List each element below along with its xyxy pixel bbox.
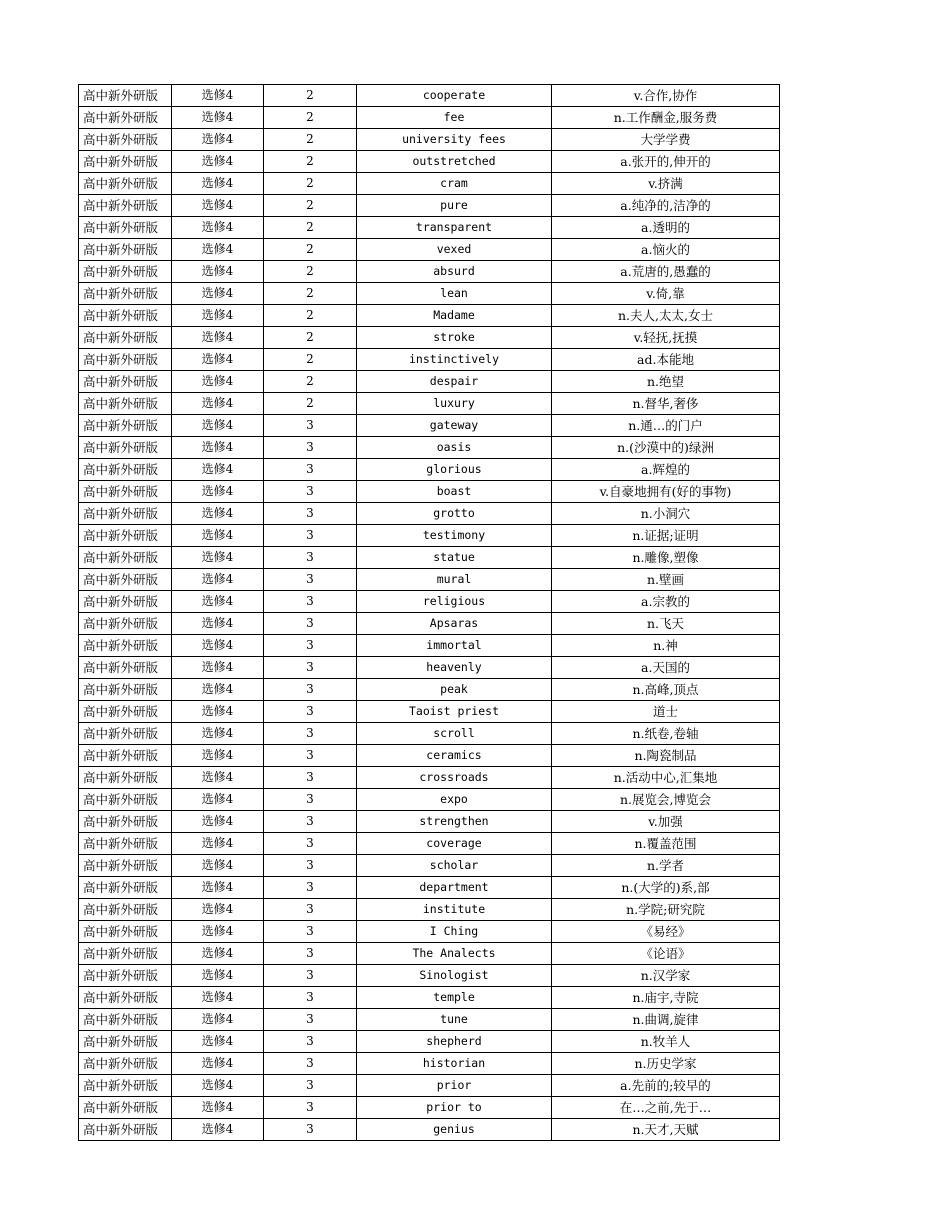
table-row [79,833,780,855]
unit-cell: 2 [264,327,357,349]
table-row [79,877,780,899]
table-row [79,789,780,811]
word-cell: temple [357,987,552,1009]
unit-cell: 3 [264,1097,357,1119]
word-cell: absurd [357,261,552,283]
meaning-cell: n.学者 [552,855,780,877]
meaning-cell: ad.本能地 [552,349,780,371]
volume-cell: 选修4 [172,899,264,921]
table-row [79,173,780,195]
unit-cell: 3 [264,855,357,877]
unit-cell: 3 [264,965,357,987]
edition-cell: 高中新外研版 [79,1009,172,1031]
unit-cell: 2 [264,305,357,327]
table-row [79,327,780,349]
unit-cell: 2 [264,195,357,217]
meaning-cell: v.合作,协作 [552,85,780,107]
unit-cell: 2 [264,371,357,393]
table-row [79,899,780,921]
volume-cell: 选修4 [172,503,264,525]
unit-cell: 3 [264,987,357,1009]
unit-cell: 3 [264,657,357,679]
word-cell: testimony [357,525,552,547]
edition-cell: 高中新外研版 [79,1031,172,1053]
unit-cell: 3 [264,1119,357,1141]
meaning-cell: n.历史学家 [552,1053,780,1075]
meaning-cell: a.纯净的,洁净的 [552,195,780,217]
meaning-cell: a.透明的 [552,217,780,239]
edition-cell: 高中新外研版 [79,679,172,701]
meaning-cell: v.加强 [552,811,780,833]
volume-cell: 选修4 [172,569,264,591]
volume-cell: 选修4 [172,877,264,899]
table-row [79,129,780,151]
volume-cell: 选修4 [172,855,264,877]
edition-cell: 高中新外研版 [79,239,172,261]
unit-cell: 2 [264,239,357,261]
unit-cell: 3 [264,899,357,921]
edition-cell: 高中新外研版 [79,481,172,503]
edition-cell: 高中新外研版 [79,503,172,525]
edition-cell: 高中新外研版 [79,855,172,877]
unit-cell: 3 [264,701,357,723]
table-row [79,195,780,217]
meaning-cell: n.绝望 [552,371,780,393]
volume-cell: 选修4 [172,85,264,107]
table-row [79,239,780,261]
volume-cell: 选修4 [172,1075,264,1097]
table-row [79,85,780,107]
edition-cell: 高中新外研版 [79,547,172,569]
table-row [79,965,780,987]
table-row [79,613,780,635]
meaning-cell: n.督华,奢侈 [552,393,780,415]
word-cell: The Analects [357,943,552,965]
word-cell: ceramics [357,745,552,767]
edition-cell: 高中新外研版 [79,437,172,459]
table-row [79,107,780,129]
volume-cell: 选修4 [172,459,264,481]
volume-cell: 选修4 [172,217,264,239]
volume-cell: 选修4 [172,173,264,195]
unit-cell: 3 [264,723,357,745]
word-cell: religious [357,591,552,613]
volume-cell: 选修4 [172,239,264,261]
edition-cell: 高中新外研版 [79,899,172,921]
table-row [79,745,780,767]
word-cell: prior [357,1075,552,1097]
unit-cell: 2 [264,85,357,107]
word-cell: oasis [357,437,552,459]
table-row [79,987,780,1009]
unit-cell: 2 [264,107,357,129]
meaning-cell: n.汉学家 [552,965,780,987]
table-row [79,1053,780,1075]
word-cell: university fees [357,129,552,151]
meaning-cell: a.张开的,伸开的 [552,151,780,173]
word-cell: Taoist priest [357,701,552,723]
edition-cell: 高中新外研版 [79,613,172,635]
unit-cell: 3 [264,1031,357,1053]
meaning-cell: a.辉煌的 [552,459,780,481]
word-cell: stroke [357,327,552,349]
table-row [79,921,780,943]
table-row [79,701,780,723]
volume-cell: 选修4 [172,679,264,701]
volume-cell: 选修4 [172,393,264,415]
table-row [79,855,780,877]
edition-cell: 高中新外研版 [79,921,172,943]
meaning-cell: n.高峰,顶点 [552,679,780,701]
unit-cell: 3 [264,591,357,613]
word-cell: cooperate [357,85,552,107]
word-cell: scroll [357,723,552,745]
word-cell: instinctively [357,349,552,371]
unit-cell: 2 [264,283,357,305]
edition-cell: 高中新外研版 [79,107,172,129]
table-row [79,481,780,503]
edition-cell: 高中新外研版 [79,877,172,899]
meaning-cell: n.工作酬金,服务费 [552,107,780,129]
volume-cell: 选修4 [172,789,264,811]
meaning-cell: n.雕像,塑像 [552,547,780,569]
edition-cell: 高中新外研版 [79,635,172,657]
word-cell: immortal [357,635,552,657]
volume-cell: 选修4 [172,1097,264,1119]
edition-cell: 高中新外研版 [79,393,172,415]
word-cell: coverage [357,833,552,855]
table-row [79,305,780,327]
volume-cell: 选修4 [172,261,264,283]
word-cell: tune [357,1009,552,1031]
table-row [79,547,780,569]
unit-cell: 3 [264,745,357,767]
edition-cell: 高中新外研版 [79,173,172,195]
volume-cell: 选修4 [172,943,264,965]
meaning-cell: a.先前的;较早的 [552,1075,780,1097]
meaning-cell: v.自豪地拥有(好的事物) [552,481,780,503]
volume-cell: 选修4 [172,613,264,635]
unit-cell: 3 [264,767,357,789]
table-row [79,1097,780,1119]
meaning-cell: n.(大学的)系,部 [552,877,780,899]
word-cell: Madame [357,305,552,327]
edition-cell: 高中新外研版 [79,261,172,283]
unit-cell: 2 [264,151,357,173]
word-cell: lean [357,283,552,305]
edition-cell: 高中新外研版 [79,305,172,327]
volume-cell: 选修4 [172,547,264,569]
edition-cell: 高中新外研版 [79,525,172,547]
word-cell: grotto [357,503,552,525]
meaning-cell: n.小洞穴 [552,503,780,525]
edition-cell: 高中新外研版 [79,591,172,613]
table-row [79,371,780,393]
word-cell: shepherd [357,1031,552,1053]
word-cell: strengthen [357,811,552,833]
edition-cell: 高中新外研版 [79,723,172,745]
volume-cell: 选修4 [172,1119,264,1141]
volume-cell: 选修4 [172,151,264,173]
unit-cell: 3 [264,525,357,547]
word-cell: despair [357,371,552,393]
table-row [79,591,780,613]
word-cell: transparent [357,217,552,239]
unit-cell: 3 [264,877,357,899]
unit-cell: 2 [264,173,357,195]
unit-cell: 3 [264,481,357,503]
edition-cell: 高中新外研版 [79,965,172,987]
table-row [79,217,780,239]
table-row [79,723,780,745]
unit-cell: 3 [264,921,357,943]
meaning-cell: n.展览会,博览会 [552,789,780,811]
meaning-cell: 《论语》 [552,943,780,965]
unit-cell: 3 [264,1075,357,1097]
edition-cell: 高中新外研版 [79,283,172,305]
table-row [79,767,780,789]
volume-cell: 选修4 [172,1031,264,1053]
meaning-cell: n.飞天 [552,613,780,635]
meaning-cell: n.牧羊人 [552,1031,780,1053]
word-cell: scholar [357,855,552,877]
volume-cell: 选修4 [172,305,264,327]
unit-cell: 3 [264,415,357,437]
table-row [79,1009,780,1031]
volume-cell: 选修4 [172,635,264,657]
word-cell: heavenly [357,657,552,679]
meaning-cell: a.天国的 [552,657,780,679]
unit-cell: 3 [264,789,357,811]
volume-cell: 选修4 [172,415,264,437]
edition-cell: 高中新外研版 [79,371,172,393]
meaning-cell: a.宗教的 [552,591,780,613]
unit-cell: 2 [264,129,357,151]
unit-cell: 3 [264,943,357,965]
edition-cell: 高中新外研版 [79,987,172,1009]
meaning-cell: 在…之前,先于… [552,1097,780,1119]
edition-cell: 高中新外研版 [79,767,172,789]
vocabulary-table-body [79,85,780,1141]
volume-cell: 选修4 [172,327,264,349]
meaning-cell: n.夫人,太太,女士 [552,305,780,327]
unit-cell: 2 [264,217,357,239]
table-row [79,503,780,525]
meaning-cell: n.(沙漠中的)绿洲 [552,437,780,459]
table-row [79,657,780,679]
meaning-cell: v.轻抚,抚摸 [552,327,780,349]
volume-cell: 选修4 [172,723,264,745]
unit-cell: 3 [264,679,357,701]
meaning-cell: n.曲调,旋律 [552,1009,780,1031]
edition-cell: 高中新外研版 [79,811,172,833]
edition-cell: 高中新外研版 [79,569,172,591]
edition-cell: 高中新外研版 [79,1119,172,1141]
unit-cell: 3 [264,635,357,657]
table-row [79,151,780,173]
meaning-cell: 道士 [552,701,780,723]
unit-cell: 3 [264,503,357,525]
meaning-cell: n.学院;研究院 [552,899,780,921]
volume-cell: 选修4 [172,965,264,987]
word-cell: crossroads [357,767,552,789]
meaning-cell: n.庙宇,寺院 [552,987,780,1009]
meaning-cell: 大学学费 [552,129,780,151]
meaning-cell: a.恼火的 [552,239,780,261]
volume-cell: 选修4 [172,349,264,371]
word-cell: fee [357,107,552,129]
edition-cell: 高中新外研版 [79,151,172,173]
table-row [79,1031,780,1053]
vocabulary-table [78,84,780,1141]
volume-cell: 选修4 [172,1053,264,1075]
volume-cell: 选修4 [172,987,264,1009]
edition-cell: 高中新外研版 [79,129,172,151]
unit-cell: 3 [264,437,357,459]
word-cell: institute [357,899,552,921]
word-cell: genius [357,1119,552,1141]
volume-cell: 选修4 [172,195,264,217]
word-cell: luxury [357,393,552,415]
word-cell: statue [357,547,552,569]
meaning-cell: 《易经》 [552,921,780,943]
meaning-cell: n.天才,天赋 [552,1119,780,1141]
edition-cell: 高中新外研版 [79,415,172,437]
edition-cell: 高中新外研版 [79,789,172,811]
unit-cell: 2 [264,393,357,415]
volume-cell: 选修4 [172,591,264,613]
table-row [79,569,780,591]
word-cell: prior to [357,1097,552,1119]
volume-cell: 选修4 [172,767,264,789]
unit-cell: 3 [264,1053,357,1075]
volume-cell: 选修4 [172,701,264,723]
table-row [79,283,780,305]
meaning-cell: n.壁画 [552,569,780,591]
meaning-cell: n.陶瓷制品 [552,745,780,767]
table-row [79,635,780,657]
word-cell: cram [357,173,552,195]
unit-cell: 3 [264,569,357,591]
volume-cell: 选修4 [172,657,264,679]
edition-cell: 高中新外研版 [79,1075,172,1097]
meaning-cell: n.活动中心,汇集地 [552,767,780,789]
unit-cell: 3 [264,547,357,569]
word-cell: gateway [357,415,552,437]
edition-cell: 高中新外研版 [79,195,172,217]
edition-cell: 高中新外研版 [79,833,172,855]
word-cell: Apsaras [357,613,552,635]
table-row [79,811,780,833]
meaning-cell: v.倚,靠 [552,283,780,305]
table-row [79,679,780,701]
meaning-cell: n.纸卷,卷轴 [552,723,780,745]
word-cell: outstretched [357,151,552,173]
word-cell: historian [357,1053,552,1075]
volume-cell: 选修4 [172,921,264,943]
word-cell: boast [357,481,552,503]
word-cell: peak [357,679,552,701]
word-cell: glorious [357,459,552,481]
volume-cell: 选修4 [172,525,264,547]
word-cell: I Ching [357,921,552,943]
edition-cell: 高中新外研版 [79,459,172,481]
table-row [79,415,780,437]
edition-cell: 高中新外研版 [79,1097,172,1119]
unit-cell: 3 [264,613,357,635]
volume-cell: 选修4 [172,371,264,393]
volume-cell: 选修4 [172,437,264,459]
word-cell: vexed [357,239,552,261]
volume-cell: 选修4 [172,283,264,305]
edition-cell: 高中新外研版 [79,701,172,723]
table-row [79,525,780,547]
meaning-cell: v.挤满 [552,173,780,195]
word-cell: pure [357,195,552,217]
table-row [79,943,780,965]
table-row [79,261,780,283]
volume-cell: 选修4 [172,129,264,151]
unit-cell: 2 [264,261,357,283]
meaning-cell: a.荒唐的,愚蠢的 [552,261,780,283]
unit-cell: 3 [264,833,357,855]
volume-cell: 选修4 [172,745,264,767]
edition-cell: 高中新外研版 [79,349,172,371]
meaning-cell: n.证据;证明 [552,525,780,547]
volume-cell: 选修4 [172,1009,264,1031]
word-cell: mural [357,569,552,591]
edition-cell: 高中新外研版 [79,217,172,239]
edition-cell: 高中新外研版 [79,85,172,107]
table-row [79,459,780,481]
meaning-cell: n.神 [552,635,780,657]
volume-cell: 选修4 [172,107,264,129]
edition-cell: 高中新外研版 [79,943,172,965]
table-row [79,1119,780,1141]
unit-cell: 2 [264,349,357,371]
table-row [79,437,780,459]
table-row [79,349,780,371]
word-cell: department [357,877,552,899]
edition-cell: 高中新外研版 [79,1053,172,1075]
volume-cell: 选修4 [172,833,264,855]
unit-cell: 3 [264,459,357,481]
meaning-cell: n.覆盖范围 [552,833,780,855]
meaning-cell: n.通…的门户 [552,415,780,437]
word-cell: expo [357,789,552,811]
unit-cell: 3 [264,1009,357,1031]
word-cell: Sinologist [357,965,552,987]
unit-cell: 3 [264,811,357,833]
edition-cell: 高中新外研版 [79,657,172,679]
volume-cell: 选修4 [172,811,264,833]
volume-cell: 选修4 [172,481,264,503]
edition-cell: 高中新外研版 [79,327,172,349]
table-row [79,1075,780,1097]
edition-cell: 高中新外研版 [79,745,172,767]
table-row [79,393,780,415]
